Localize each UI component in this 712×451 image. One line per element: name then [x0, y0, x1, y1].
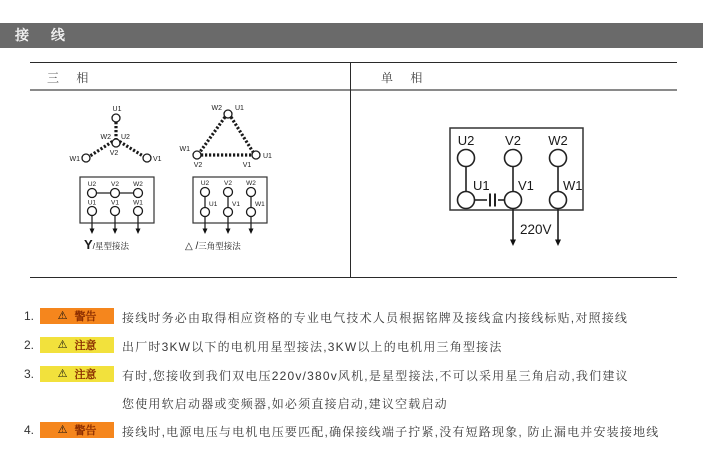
- badge-label: 警告: [74, 311, 97, 323]
- delta-box-caption: △ /三角型接法: [185, 241, 241, 252]
- arrow-down-icon: [136, 229, 141, 235]
- star-box-lead-arrows: [90, 216, 141, 235]
- star-label-v2: V2: [109, 150, 119, 157]
- star-label-u1: U1: [112, 106, 122, 113]
- delta-box-lead-arrows: [203, 217, 254, 235]
- notice-text: 出厂时3KW以下的电机用星型接法,3KW以上的电机用三角型接法: [122, 340, 503, 354]
- star-terminal-box: [80, 177, 154, 252]
- star-box-label-u1: U1: [87, 199, 97, 207]
- star-label-u2: U2: [121, 134, 130, 141]
- arrow-down-icon: [555, 240, 561, 247]
- caution-badge: [40, 366, 114, 382]
- notice-number: 2.: [24, 338, 35, 352]
- three-phase-diagram: [30, 90, 350, 278]
- star-box-label-v1: V1: [111, 199, 119, 207]
- delta-winding-diagram: [180, 105, 273, 169]
- warning-triangle-icon: ⚠: [57, 338, 68, 351]
- star-box-caption: Y/星型接法: [84, 237, 130, 252]
- badge-label: 注意: [74, 340, 97, 352]
- star-box-label-w2: W2: [133, 181, 143, 188]
- warning-badge: [40, 422, 114, 438]
- star-box-label-w1: W1: [133, 199, 143, 207]
- arrow-down-icon: [226, 229, 231, 235]
- star-box-label-v2: V2: [111, 181, 119, 188]
- notice-text: 接线时,电源电压与电机电压要匹配,确保接线端子拧紧,没有短路现象, 防止漏电并安装接地线: [122, 425, 660, 439]
- single-phase-diagram: [350, 90, 680, 278]
- delta-terminal-box: [185, 177, 267, 252]
- delta-box-label-u1: U1: [209, 201, 218, 208]
- arrow-down-icon: [90, 229, 95, 235]
- column-header-single-phase: 单 相: [381, 71, 430, 85]
- notice-number: 3.: [24, 367, 35, 381]
- single-phase-label-u1: U1: [473, 178, 490, 193]
- star-label-v1: V1: [153, 156, 162, 163]
- warning-triangle-icon: ⚠: [57, 423, 68, 436]
- notice-number: 4.: [24, 423, 35, 437]
- single-phase-label-w2: W2: [548, 133, 568, 148]
- delta-label-u1-right: U1: [263, 153, 272, 160]
- column-header-three-phase: 三 相: [47, 71, 96, 85]
- warning-triangle-icon: ⚠: [57, 367, 68, 380]
- voltage-label: 220V: [520, 222, 552, 237]
- star-winding-diagram: [70, 106, 162, 163]
- delta-label-v1: V1: [242, 162, 252, 169]
- table-top-border: [30, 62, 677, 63]
- arrow-down-icon: [249, 229, 254, 235]
- delta-box-label-w2: W2: [246, 180, 256, 187]
- badge-label: 注意: [74, 369, 97, 381]
- page-title: 接 线: [0, 23, 703, 48]
- delta-box-label-w1: W1: [255, 201, 265, 208]
- warning-badge: [40, 308, 114, 324]
- capacitor-icon: [475, 194, 505, 207]
- single-phase-label-v2: V2: [505, 133, 521, 148]
- notice-text: 有时,您接收到我们双电压220v/380v风机,是星型接法,不可以采用星三角启动,我们建议: [122, 369, 629, 383]
- notice-number: 1.: [24, 309, 35, 323]
- star-label-w1: W1: [69, 156, 80, 163]
- warning-triangle-icon: ⚠: [57, 309, 68, 322]
- delta-label-w2: W2: [211, 105, 222, 112]
- star-box-label-u2: U2: [87, 181, 97, 188]
- delta-label-v2: V2: [193, 162, 203, 169]
- arrow-down-icon: [203, 229, 208, 235]
- notice-text-continuation: 您使用软启动器或变频器,如必须直接启动,建议空载启动: [122, 397, 448, 411]
- notice-text: 接线时务必由取得相应资格的专业电气技术人员根据铭牌及接线盒内接线标贴,对照接线: [122, 311, 629, 325]
- caution-badge: [40, 337, 114, 353]
- delta-label-w1: W1: [179, 146, 190, 153]
- delta-box-label-v1: V1: [232, 201, 240, 208]
- star-label-w2: W2: [100, 134, 111, 141]
- arrow-down-icon: [113, 229, 118, 235]
- single-phase-label-w1: W1: [563, 178, 583, 193]
- delta-box-label-v2: V2: [224, 180, 232, 187]
- delta-label-u1-top: U1: [235, 105, 244, 112]
- single-phase-label-u2: U2: [457, 133, 475, 148]
- badge-label: 警告: [74, 425, 97, 437]
- arrow-down-icon: [510, 240, 516, 247]
- single-phase-label-v1: V1: [518, 178, 534, 193]
- delta-box-label-u2: U2: [200, 180, 210, 187]
